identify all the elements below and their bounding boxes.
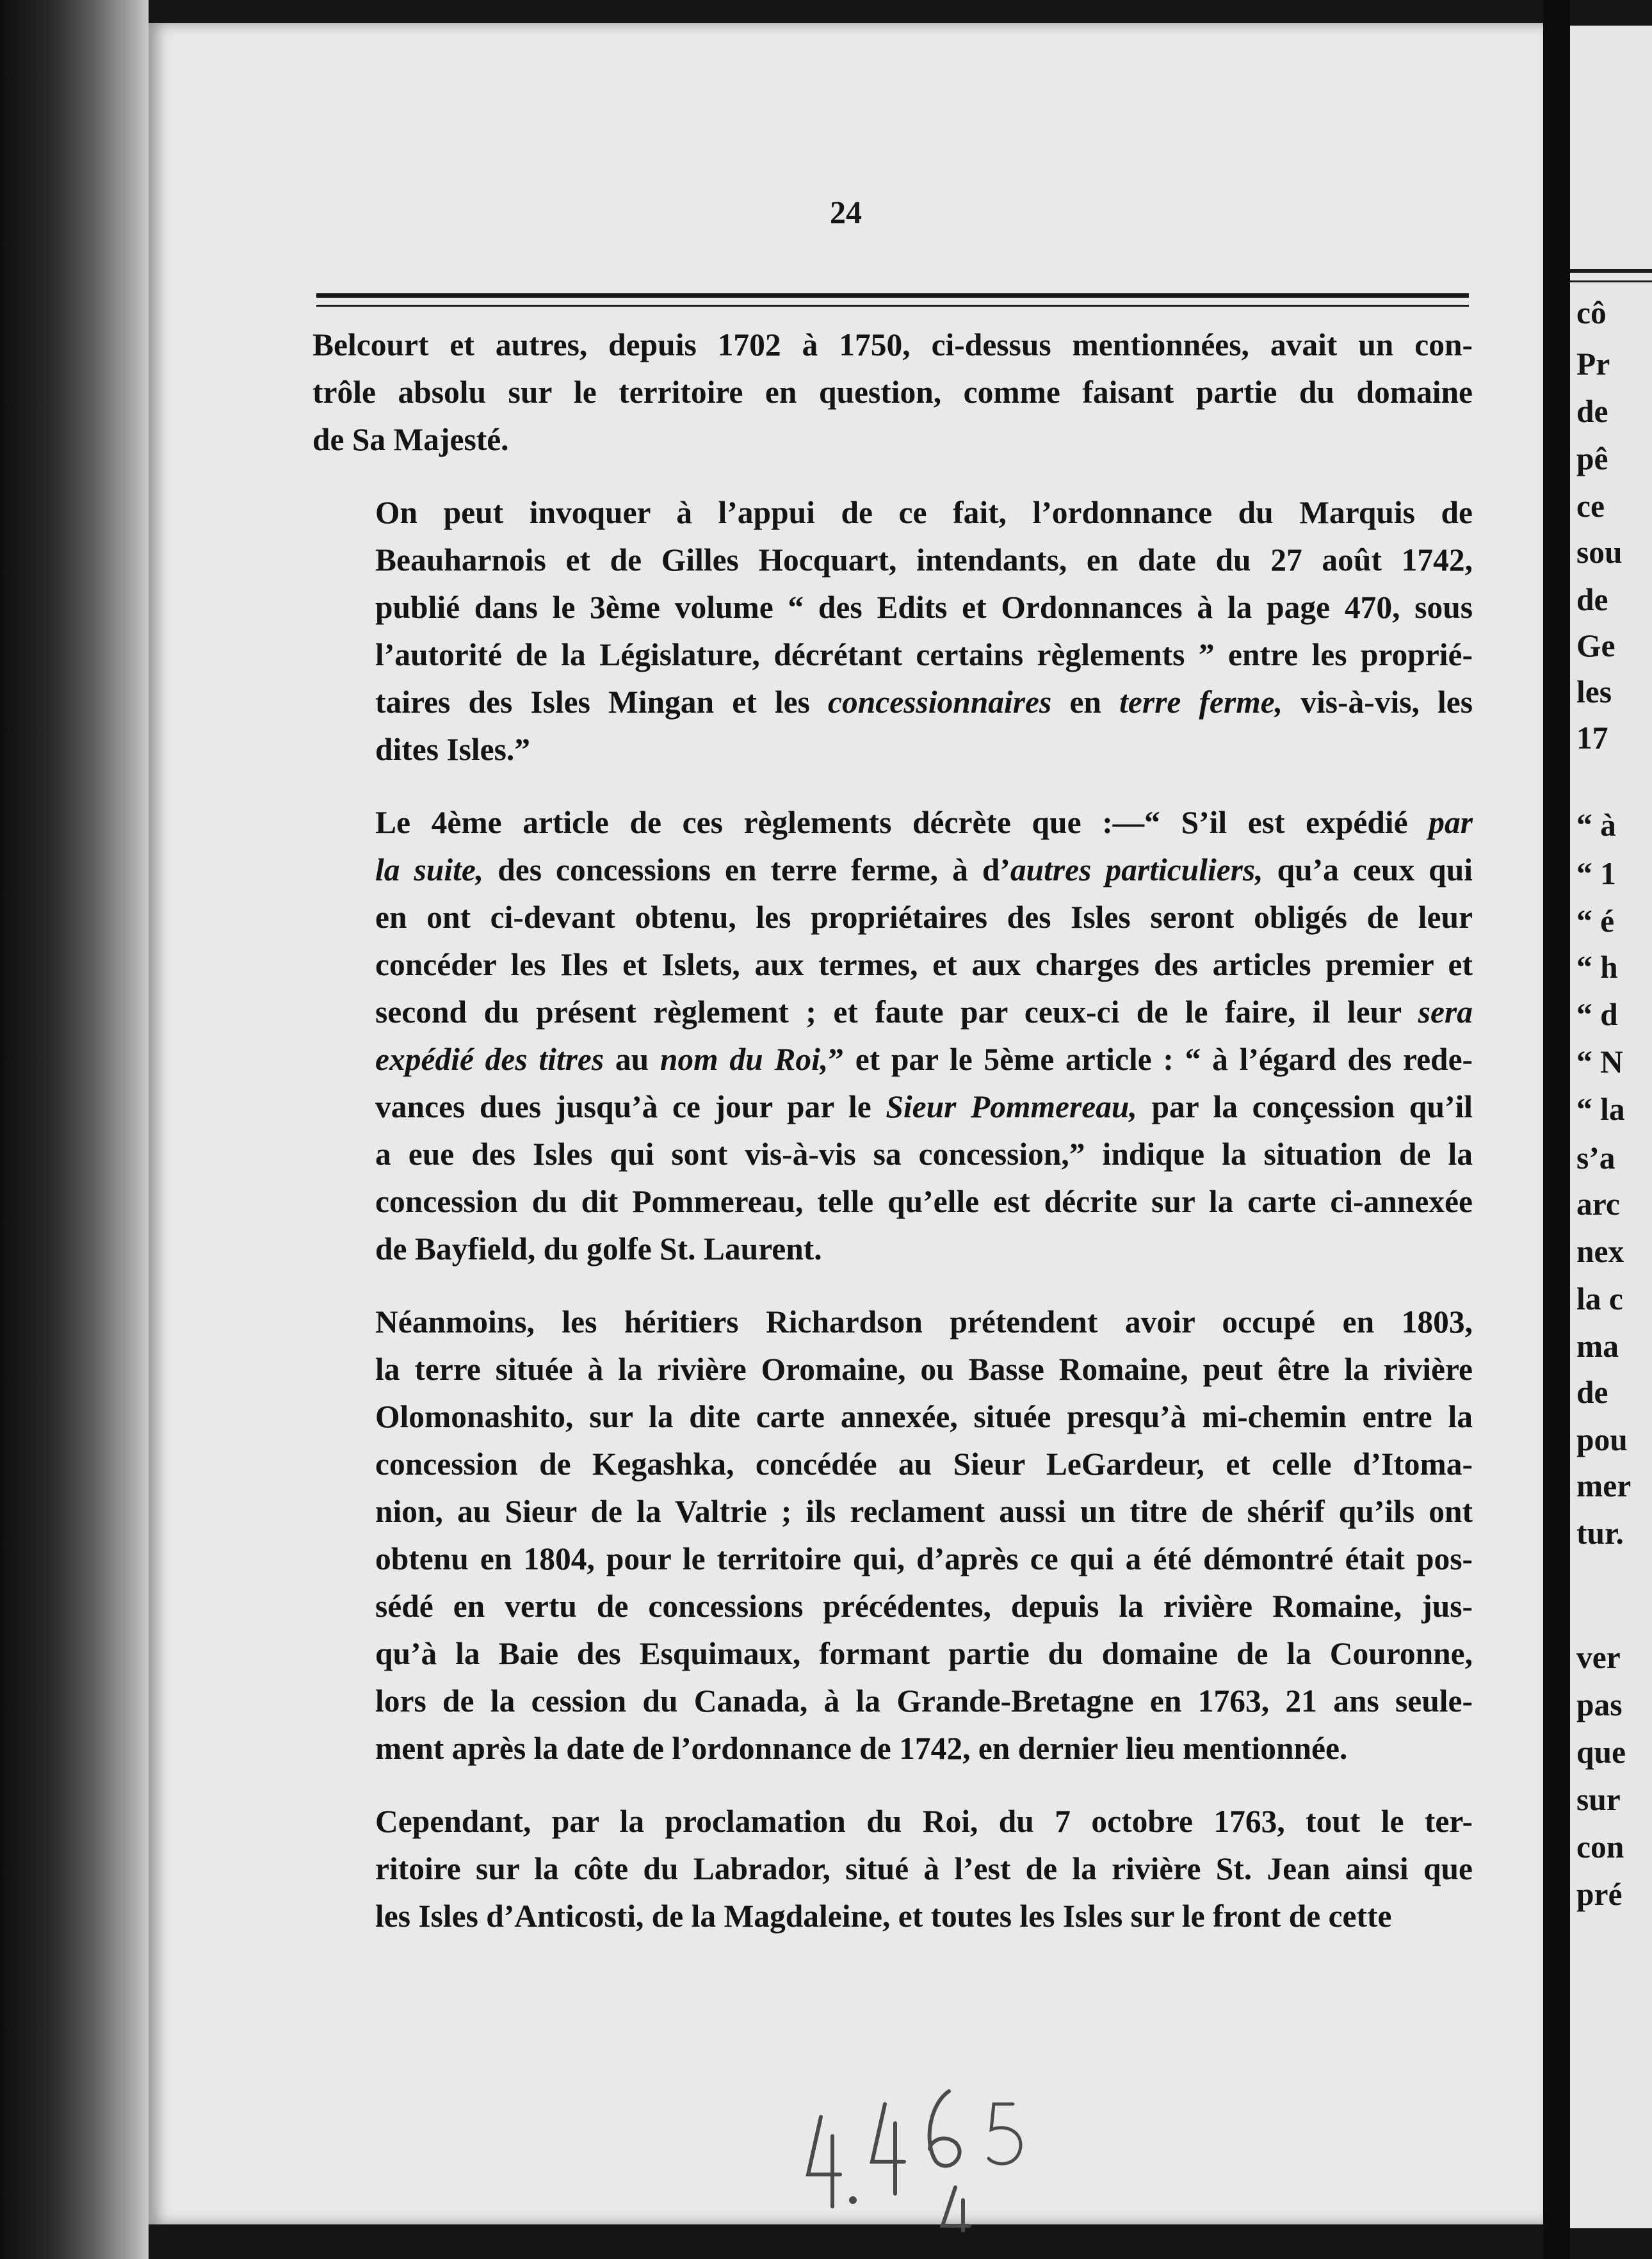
text-line: [312, 799, 1473, 846]
text-line: [312, 1131, 1473, 1178]
text-run: Le 4ème article de ces règlements décrète que :—“ S’il est expédié: [375, 805, 1429, 840]
next-page-fragment: “ d: [1576, 997, 1618, 1032]
text-run: dites Isles.”: [375, 732, 531, 767]
text-run: concéder les Iles et Islets, aux termes, et aux charges des articles premier et: [375, 947, 1473, 982]
text-run: en ont ci-devant obtenu, les propriétaires des Isles seront obligés de leur: [375, 900, 1473, 935]
text-run: trôle absolu sur le territoire en question, comme faisant partie du domaine: [312, 375, 1473, 410]
next-page-fragment: nex: [1576, 1234, 1624, 1269]
text-line: [312, 537, 1473, 584]
next-page-fragment: “ la: [1576, 1092, 1625, 1127]
page-number: 24: [830, 194, 862, 230]
italic-text: concessionnaires: [828, 684, 1052, 720]
next-page-fragment: sou: [1576, 535, 1623, 570]
next-page-fragment: pê: [1576, 441, 1608, 476]
text-run: Belcourt et autres, depuis 1702 à 1750, ci-dessus mentionnées, avait un con-: [312, 327, 1473, 362]
header-rule-thin: [316, 305, 1469, 307]
text-run: par la conçession qu’il: [1137, 1089, 1473, 1124]
text-line: [312, 321, 1473, 369]
text-run: Beauharnois et de Gilles Hocquart, intendants, en date du 27 août 1742,: [375, 542, 1473, 578]
text-run: l’autorité de la Législature, décrétant certains règlements ” entre les proprié-: [375, 637, 1473, 672]
text-run: de Bayfield, du golfe St. Laurent.: [375, 1231, 822, 1267]
text-run: concession de Kegashka, concédée au Sieur LeGardeur, et celle d’Itoma-: [375, 1446, 1473, 1482]
text-line: [312, 1083, 1473, 1131]
text-run: les Isles d’Anticosti, de la Magdaleine, et toutes les Isles sur le front de cette: [375, 1899, 1392, 1934]
text-line: [312, 679, 1473, 726]
text-run: second du présent règlement ; et faute par ceux-ci de le faire, il leur: [375, 994, 1418, 1030]
next-page-fragment: la c: [1576, 1281, 1623, 1316]
next-page-rule: [1570, 280, 1652, 282]
next-page-fragment: ma: [1576, 1329, 1619, 1364]
next-page-fragment: pas: [1576, 1687, 1623, 1722]
next-page-fragment: ver: [1576, 1640, 1621, 1675]
next-page-rule: [1570, 269, 1652, 273]
text-line: [312, 989, 1473, 1036]
text-run: On peut invoquer à l’appui de ce fait, l’ordonnance du Marquis de: [375, 495, 1473, 530]
next-page-fragment: 17: [1576, 720, 1608, 756]
next-page-fragment: “ é: [1576, 903, 1615, 939]
next-page-fragment: sur: [1576, 1782, 1621, 1817]
header-rule-thick: [316, 293, 1469, 298]
next-page-fragment: “ h: [1576, 950, 1618, 985]
text-line: [312, 726, 1473, 773]
paragraph: [312, 1299, 1473, 1772]
italic-text: nom du Roi,: [660, 1042, 829, 1077]
italic-text: la suite,: [375, 852, 484, 887]
text-run: ment après la date de l’ordonnance de 1742, en dernier lieu mentionnée.: [375, 1731, 1348, 1766]
handwritten-annotation: [802, 2078, 1071, 2232]
next-page-fragment: que: [1576, 1735, 1626, 1770]
text-line: [312, 1678, 1473, 1725]
text-run: Cependant, par la proclamation du Roi, du 7 octobre 1763, tout le ter-: [375, 1804, 1473, 1839]
text-run: lors de la cession du Canada, à la Grande-Bretagne en 1763, 21 ans seule-: [375, 1683, 1473, 1719]
text-run: sédé en vertu de concessions précédentes, depuis la rivière Romaine, jus-: [375, 1589, 1473, 1624]
text-line: [312, 1178, 1473, 1226]
italic-text: Sieur Pommereau,: [886, 1089, 1137, 1124]
next-page-fragment: “ 1: [1576, 856, 1616, 891]
text-run: qu’à la Baie des Esquimaux, formant partie du domaine de la Couronne,: [375, 1636, 1473, 1671]
text-run: qu’a ceux qui: [1263, 852, 1473, 887]
italic-text: terre ferme,: [1119, 684, 1283, 720]
text-run: Néanmoins, les héritiers Richardson prétendent avoir occupé en 1803,: [375, 1304, 1473, 1340]
paragraph: [312, 321, 1473, 464]
text-line: [312, 1893, 1473, 1940]
text-run: ” et par le 5ème article : “ à l’égard des rede-: [828, 1042, 1473, 1077]
text-line: [312, 584, 1473, 631]
text-line: [312, 1299, 1473, 1346]
body-text: [312, 321, 1473, 1966]
text-line: [312, 489, 1473, 537]
text-line: [312, 1798, 1473, 1845]
next-page-fragment: mer: [1576, 1468, 1632, 1503]
italic-text: par: [1429, 805, 1473, 840]
text-run: publié dans le 3ème volume “ des Edits et Ordonnances à la page 470, sous: [375, 590, 1473, 625]
text-run: ritoire sur la côte du Labrador, situé à l’est de la rivière St. Jean ainsi que: [375, 1851, 1473, 1886]
paragraph: [312, 489, 1473, 773]
text-line: [312, 846, 1473, 894]
next-page-fragment: pou: [1576, 1422, 1628, 1457]
text-line: [312, 631, 1473, 679]
text-line: [312, 1725, 1473, 1772]
text-line: [312, 1488, 1473, 1535]
text-line: [312, 1845, 1473, 1893]
next-page-fragment: les: [1576, 674, 1612, 709]
text-line: [312, 416, 1473, 464]
next-page-edge: [1570, 26, 1652, 2228]
next-page-fragment: de: [1576, 582, 1608, 617]
text-line: [312, 1441, 1473, 1488]
next-page-fragment: “ N: [1576, 1044, 1623, 1080]
page-gutter: [1543, 0, 1570, 2259]
next-page-fragment: con: [1576, 1829, 1624, 1865]
text-line: [312, 1226, 1473, 1273]
text-run: concession du dit Pommereau, telle qu’elle est décrite sur la carte ci-annexée: [375, 1184, 1473, 1219]
text-line: [312, 941, 1473, 989]
next-page-fragment: tur.: [1576, 1516, 1624, 1551]
text-run: la terre située à la rivière Oromaine, ou Basse Romaine, peut être la rivière: [375, 1352, 1473, 1387]
text-line: [312, 1535, 1473, 1583]
text-line: [312, 894, 1473, 941]
next-page-fragment: pré: [1576, 1877, 1623, 1912]
text-run: taires des Isles Mingan et les: [375, 684, 829, 720]
text-run: en: [1051, 684, 1120, 720]
text-run: obtenu en 1804, pour le territoire qui, d’après ce qui a été démontré était pos-: [375, 1541, 1473, 1576]
document-page: [149, 23, 1543, 2224]
text-run: des concessions en terre ferme, à d’: [483, 852, 1010, 887]
book-binding: [0, 0, 149, 2259]
next-page-fragment: arc: [1576, 1186, 1620, 1222]
text-run: de Sa Majesté.: [312, 422, 509, 457]
paragraph: [312, 799, 1473, 1273]
text-line: [312, 1346, 1473, 1393]
text-run: Olomonashito, sur la dite carte annexée, située presqu’à mi-chemin entre la: [375, 1399, 1473, 1434]
text-line: [312, 369, 1473, 416]
next-page-fragment: s’a: [1576, 1140, 1616, 1176]
text-line: [312, 1393, 1473, 1441]
text-run: vis-à-vis, les: [1283, 684, 1473, 720]
text-line: [312, 1630, 1473, 1678]
next-page-fragment: ce: [1576, 489, 1605, 524]
next-page-fragment: “ à: [1576, 807, 1616, 843]
next-page-fragment: cô: [1576, 295, 1607, 330]
paragraph: [312, 1798, 1473, 1940]
italic-text: expédié des titres: [375, 1042, 604, 1077]
text-line: [312, 1583, 1473, 1630]
next-page-fragment: Pr: [1576, 346, 1610, 382]
text-run: vances dues jusqu’à ce jour par le: [375, 1089, 886, 1124]
text-run: au: [604, 1042, 660, 1077]
next-page-fragment: de: [1576, 1375, 1608, 1410]
italic-text: sera: [1418, 994, 1473, 1030]
next-page-fragment: de: [1576, 394, 1608, 429]
next-page-fragment: Ge: [1576, 628, 1616, 663]
text-line: [312, 1036, 1473, 1083]
text-run: a eue des Isles qui sont vis-à-vis sa concession,” indique la situation de la: [375, 1137, 1473, 1172]
text-run: nion, au Sieur de la Valtrie ; ils reclament aussi un titre de shérif qu’ils ont: [375, 1494, 1473, 1529]
italic-text: autres particuliers,: [1010, 852, 1263, 887]
